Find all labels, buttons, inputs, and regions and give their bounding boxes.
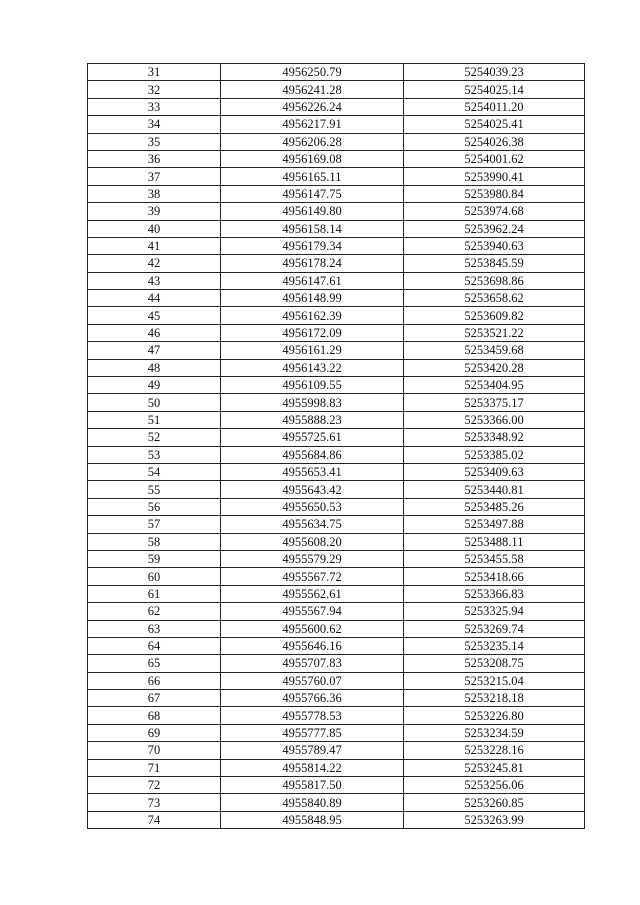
table-row [88,255,585,272]
point-number-cell: 59 [88,550,221,567]
point-number-cell: 49 [88,377,221,394]
x-coordinate-cell: 4955777.85 [221,724,404,741]
table-row [88,463,585,480]
table-row [88,533,585,550]
y-coordinate-cell: 5254001.62 [404,150,585,167]
y-coordinate-cell: 5253420.28 [404,359,585,376]
table-row [88,481,585,498]
table-row [88,429,585,446]
y-coordinate-cell: 5254025.14 [404,81,585,98]
y-coordinate-cell: 5253409.63 [404,463,585,480]
y-coordinate-cell: 5253263.99 [404,811,585,828]
y-coordinate-cell: 5253962.24 [404,220,585,237]
y-coordinate-cell: 5253228.16 [404,742,585,759]
point-number-cell: 36 [88,150,221,167]
table-row [88,307,585,324]
table-row [88,394,585,411]
point-number-cell: 34 [88,116,221,133]
point-number-cell: 73 [88,794,221,811]
table-row [88,150,585,167]
y-coordinate-cell: 5253385.02 [404,446,585,463]
x-coordinate-cell: 4956147.61 [221,272,404,289]
y-coordinate-cell: 5253226.80 [404,707,585,724]
table-row [88,707,585,724]
x-coordinate-cell: 4955643.42 [221,481,404,498]
x-coordinate-cell: 4955778.53 [221,707,404,724]
y-coordinate-cell: 5253440.81 [404,481,585,498]
x-coordinate-cell: 4956143.22 [221,359,404,376]
table-row [88,742,585,759]
table-row [88,672,585,689]
x-coordinate-cell: 4956179.34 [221,237,404,254]
y-coordinate-cell: 5253366.00 [404,411,585,428]
x-coordinate-cell: 4956109.55 [221,377,404,394]
table-row [88,98,585,115]
point-number-cell: 71 [88,759,221,776]
x-coordinate-cell: 4956148.99 [221,290,404,307]
x-coordinate-cell: 4955766.36 [221,690,404,707]
table-row [88,620,585,637]
x-coordinate-cell: 4955814.22 [221,759,404,776]
y-coordinate-cell: 5253418.66 [404,568,585,585]
point-number-cell: 60 [88,568,221,585]
x-coordinate-cell: 4956217.91 [221,116,404,133]
x-coordinate-cell: 4955646.16 [221,637,404,654]
y-coordinate-cell: 5253455.58 [404,550,585,567]
y-coordinate-cell: 5253234.59 [404,724,585,741]
point-number-cell: 58 [88,533,221,550]
y-coordinate-cell: 5253990.41 [404,168,585,185]
y-coordinate-cell: 5253208.75 [404,655,585,672]
point-number-cell: 53 [88,446,221,463]
y-coordinate-cell: 5254026.38 [404,133,585,150]
x-coordinate-cell: 4956149.80 [221,203,404,220]
y-coordinate-cell: 5253609.82 [404,307,585,324]
y-coordinate-cell: 5253459.68 [404,342,585,359]
y-coordinate-cell: 5253845.59 [404,255,585,272]
table-row [88,324,585,341]
x-coordinate-cell: 4955888.23 [221,411,404,428]
table-row [88,290,585,307]
point-number-cell: 40 [88,220,221,237]
table-row [88,168,585,185]
point-number-cell: 63 [88,620,221,637]
x-coordinate-cell: 4956165.11 [221,168,404,185]
y-coordinate-cell: 5253974.68 [404,203,585,220]
table-row [88,64,585,81]
table-row [88,585,585,602]
x-coordinate-cell: 4955634.75 [221,516,404,533]
table-row [88,342,585,359]
x-coordinate-cell: 4956158.14 [221,220,404,237]
table-row [88,133,585,150]
table-row [88,116,585,133]
point-number-cell: 57 [88,516,221,533]
point-number-cell: 72 [88,777,221,794]
x-coordinate-cell: 4956172.09 [221,324,404,341]
x-coordinate-cell: 4955998.83 [221,394,404,411]
x-coordinate-cell: 4956250.79 [221,64,404,81]
point-number-cell: 69 [88,724,221,741]
point-number-cell: 61 [88,585,221,602]
table-row [88,655,585,672]
table-row [88,220,585,237]
table-row [88,516,585,533]
y-coordinate-cell: 5253940.63 [404,237,585,254]
y-coordinate-cell: 5254011.20 [404,98,585,115]
point-number-cell: 38 [88,185,221,202]
point-number-cell: 64 [88,637,221,654]
table-row [88,550,585,567]
point-number-cell: 41 [88,237,221,254]
point-number-cell: 70 [88,742,221,759]
table-row [88,690,585,707]
point-number-cell: 65 [88,655,221,672]
x-coordinate-cell: 4955567.72 [221,568,404,585]
table-row [88,203,585,220]
y-coordinate-cell: 5254039.23 [404,64,585,81]
x-coordinate-cell: 4956161.29 [221,342,404,359]
point-number-cell: 42 [88,255,221,272]
point-number-cell: 45 [88,307,221,324]
x-coordinate-cell: 4955789.47 [221,742,404,759]
x-coordinate-cell: 4956162.39 [221,307,404,324]
x-coordinate-cell: 4955562.61 [221,585,404,602]
y-coordinate-cell: 5253658.62 [404,290,585,307]
y-coordinate-cell: 5253256.06 [404,777,585,794]
table-row [88,724,585,741]
point-number-cell: 43 [88,272,221,289]
table-row [88,81,585,98]
table-row [88,637,585,654]
x-coordinate-cell: 4955848.95 [221,811,404,828]
point-number-cell: 55 [88,481,221,498]
x-coordinate-cell: 4955653.41 [221,463,404,480]
table-row [88,603,585,620]
point-number-cell: 31 [88,64,221,81]
y-coordinate-cell: 5253269.74 [404,620,585,637]
point-number-cell: 39 [88,203,221,220]
x-coordinate-cell: 4955707.83 [221,655,404,672]
table-row [88,359,585,376]
coordinates-table [87,63,585,829]
y-coordinate-cell: 5253260.85 [404,794,585,811]
table-row [88,811,585,828]
x-coordinate-cell: 4955684.86 [221,446,404,463]
point-number-cell: 74 [88,811,221,828]
point-number-cell: 48 [88,359,221,376]
table-row [88,777,585,794]
point-number-cell: 46 [88,324,221,341]
table-row [88,498,585,515]
x-coordinate-cell: 4955608.20 [221,533,404,550]
table-row [88,377,585,394]
table-row [88,185,585,202]
point-number-cell: 35 [88,133,221,150]
x-coordinate-cell: 4955760.07 [221,672,404,689]
y-coordinate-cell: 5253404.95 [404,377,585,394]
x-coordinate-cell: 4955725.61 [221,429,404,446]
x-coordinate-cell: 4955567.94 [221,603,404,620]
x-coordinate-cell: 4956147.75 [221,185,404,202]
table-row [88,411,585,428]
point-number-cell: 32 [88,81,221,98]
y-coordinate-cell: 5253366.83 [404,585,585,602]
y-coordinate-cell: 5253488.11 [404,533,585,550]
x-coordinate-cell: 4955840.89 [221,794,404,811]
y-coordinate-cell: 5253698.86 [404,272,585,289]
point-number-cell: 54 [88,463,221,480]
y-coordinate-cell: 5253325.94 [404,603,585,620]
point-number-cell: 37 [88,168,221,185]
x-coordinate-cell: 4955600.62 [221,620,404,637]
table-row [88,568,585,585]
point-number-cell: 51 [88,411,221,428]
point-number-cell: 47 [88,342,221,359]
point-number-cell: 68 [88,707,221,724]
table-row [88,272,585,289]
y-coordinate-cell: 5253980.84 [404,185,585,202]
x-coordinate-cell: 4956178.24 [221,255,404,272]
x-coordinate-cell: 4956169.08 [221,150,404,167]
point-number-cell: 67 [88,690,221,707]
y-coordinate-cell: 5253245.81 [404,759,585,776]
table-row [88,237,585,254]
y-coordinate-cell: 5253497.88 [404,516,585,533]
table-row [88,759,585,776]
x-coordinate-cell: 4956206.28 [221,133,404,150]
point-number-cell: 62 [88,603,221,620]
y-coordinate-cell: 5254025.41 [404,116,585,133]
y-coordinate-cell: 5253348.92 [404,429,585,446]
y-coordinate-cell: 5253485.26 [404,498,585,515]
coordinates-table-body [88,64,585,829]
point-number-cell: 52 [88,429,221,446]
x-coordinate-cell: 4955579.29 [221,550,404,567]
table-row [88,794,585,811]
point-number-cell: 33 [88,98,221,115]
y-coordinate-cell: 5253521.22 [404,324,585,341]
table-row [88,446,585,463]
point-number-cell: 66 [88,672,221,689]
y-coordinate-cell: 5253218.18 [404,690,585,707]
x-coordinate-cell: 4955817.50 [221,777,404,794]
x-coordinate-cell: 4956241.28 [221,81,404,98]
point-number-cell: 44 [88,290,221,307]
x-coordinate-cell: 4955650.53 [221,498,404,515]
y-coordinate-cell: 5253235.14 [404,637,585,654]
y-coordinate-cell: 5253375.17 [404,394,585,411]
x-coordinate-cell: 4956226.24 [221,98,404,115]
point-number-cell: 50 [88,394,221,411]
y-coordinate-cell: 5253215.04 [404,672,585,689]
point-number-cell: 56 [88,498,221,515]
